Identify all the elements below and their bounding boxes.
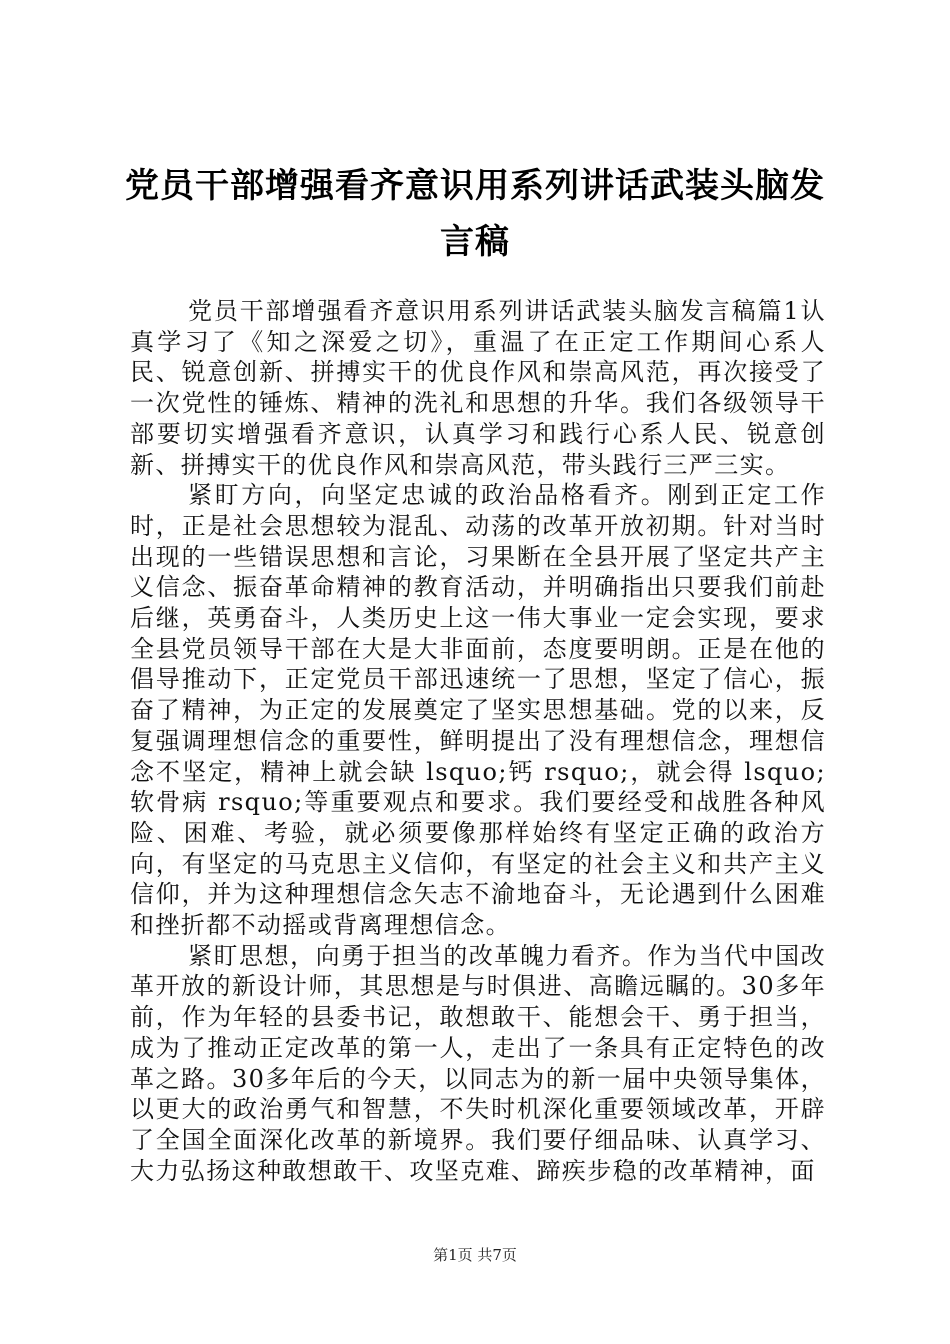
page-number-footer: 第1页 共7页 bbox=[433, 1246, 517, 1264]
document-body bbox=[130, 296, 826, 1186]
paragraph-3: 紧盯思想，向勇于担当的改革魄力看齐。作为当代中国改革开放的新设计师，其思想是与时俱进、高瞻远瞩的。30多年前，作为年轻的县委书记，敢想敢干、能想会干、勇于担当，成为了推动正定改革的第一人，走出了一条具有正定特色的改革之路。30多年后的今天，以同志为的新一届中央领导集体，以更大的政治勇气和智慧，不失时机深化重要领域改革，开辟了全国全面深化改革的新境界。我们要仔细品味、认真学习、大力弘扬这种敢想敢干、攻坚克难、蹄疾步稳的改革精神，面 bbox=[130, 941, 826, 1185]
paragraph-1: 党员干部增强看齐意识用系列讲话武装头脑发言稿篇1认真学习了《知之深爱之切》，重温了在正定工作期间心系人民、锐意创新、拼搏实干的优良作风和崇高风范，再次接受了一次党性的锤炼、精神的洗礼和思想的升华。我们各级领导干部要切实增强看齐意识，认真学习和践行心系人民、锐意创新、拼搏实干的优良作风和崇高风范，带头践行三严三实。 bbox=[130, 297, 826, 479]
document-title: 党员干部增强看齐意识用系列讲话武装头脑发言稿 bbox=[125, 166, 825, 262]
paragraph-2: 紧盯方向，向坚定忠诚的政治品格看齐。刚到正定工作时，正是社会思想较为混乱、动荡的改革开放初期。针对当时出现的一些错误思想和言论，习果断在全县开展了坚定共产主义信念、振奋革命精神的教育活动，并明确指出只要我们前赴后继，英勇奋斗，人类历史上这一伟大事业一定会实现，要求全县党员领导干部在大是大非面前，态度要明朗。正是在他的倡导推动下，正定党员干部迅速统一了思想，坚定了信心，振奋了精神，为正定的发展奠定了坚实思想基础。党的以来，反复强调理想信念的重要性，鲜明提出了没有理想信念，理想信念不坚定，精神上就会缺 lsquo;钙 rsquo;，就会得 lsquo;软骨病 rsquo;等重要观点和要求。我们要经受和战胜各种风险、困难、考验，就必须要像那样始终有坚定正确的政治方向，有坚定的马克思主义信仰，有坚定的社会主义和共产主义信仰，并为这种理想信念矢志不渝地奋斗，无论遇到什么困难和挫折都不动摇或背离理想信念。 bbox=[130, 481, 826, 940]
